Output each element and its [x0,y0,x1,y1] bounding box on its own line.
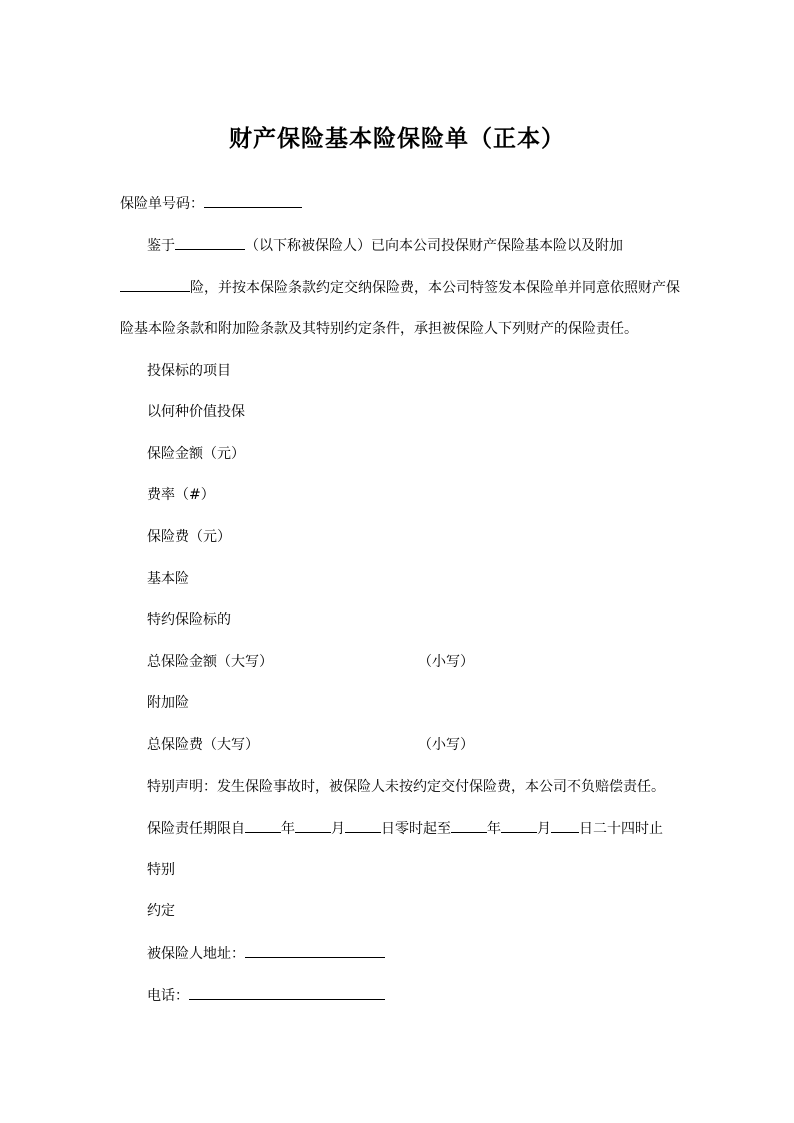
period-day-start: 日零时起至 [381,821,451,837]
intro-line-3 [120,319,638,339]
policy-number-blank[interactable] [204,193,302,208]
period-month-2: 月 [537,821,551,837]
total-premium-lower-label: （小写） [418,737,474,753]
end-day-blank[interactable] [551,818,579,833]
policy-number-row [120,193,302,213]
start-day-blank[interactable] [345,818,381,833]
special-agreement-label-1: 特别 [147,862,175,878]
end-year-blank[interactable] [451,818,487,833]
intro-line-1 [147,235,623,255]
phone-row [147,985,385,1005]
insurance-period-row [147,818,663,838]
phone-blank[interactable] [189,985,385,1000]
period-year: 年 [281,821,295,837]
document-title: 财产保险基本险保险单（正本） [229,125,565,152]
period-month: 月 [331,821,345,837]
field-sum-insured: 保险金额（元） [147,446,245,462]
start-month-blank[interactable] [295,818,331,833]
field-item: 投保标的项目 [147,363,231,379]
intro-p1-a: 鉴于 [147,238,175,254]
start-year-blank[interactable] [245,818,281,833]
intro-p2: 险，并按本保险条款约定交纳保险费，本公司特签发本保险单并同意依照财产保 [190,280,680,296]
insured-address-blank[interactable] [245,943,385,958]
insured-address-row [147,943,385,963]
phone-label: 电话： [147,988,189,1004]
field-special-subject: 特约保险标的 [147,612,231,628]
special-declaration: 特别声明：发生保险事故时，被保险人未按约定交付保险费，本公司不负赔偿责任。 [147,779,665,795]
field-rate: 费率（#） [147,487,215,503]
period-day-end: 日二十四时止 [579,821,663,837]
special-agreement-label-2: 约定 [147,903,175,919]
period-year-2: 年 [487,821,501,837]
insured-name-blank[interactable] [175,235,245,250]
total-sum-lower-label: （小写） [418,654,474,670]
end-month-blank[interactable] [501,818,537,833]
intro-line-2 [120,277,680,297]
insured-address-label: 被保险人地址： [147,946,245,962]
intro-p1-b: （以下称被保险人）已向本公司投保财产保险基本险以及附加 [245,238,623,254]
total-premium-upper-label: 总保险费（大写） [147,737,259,753]
policy-number-label: 保险单号码： [120,196,204,212]
field-premium: 保险费（元） [147,529,231,545]
total-sum-upper-label: 总保险金额（大写） [147,654,273,670]
total-premium-row [147,735,647,755]
field-additional: 附加险 [147,695,189,711]
intro-p3: 险基本险条款和附加险条款及其特别约定条件，承担被保险人下列财产的保险责任。 [120,321,638,337]
field-basic: 基本险 [147,571,189,587]
field-valuation: 以何种价值投保 [147,404,245,420]
total-sum-row [147,652,647,672]
additional-risk-blank[interactable] [120,277,190,292]
period-prefix: 保险责任期限自 [147,821,245,837]
